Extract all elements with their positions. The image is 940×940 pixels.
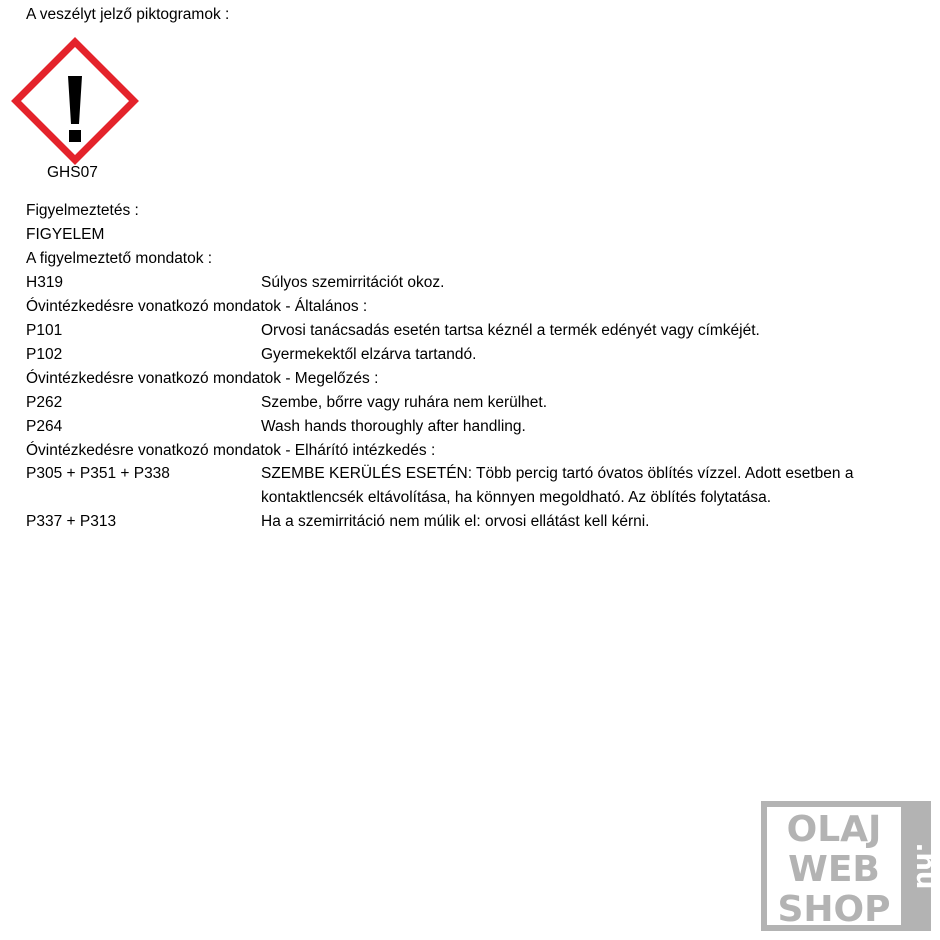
page-heading: A veszélyt jelző piktogramok :	[26, 6, 230, 23]
prevention-heading: Óvintézkedésre vonatkozó mondatok - Megelőzés :	[26, 370, 379, 387]
statement-code: P305 + P351 + P338	[26, 465, 170, 482]
statement-code: P337 + P313	[26, 513, 117, 530]
pictogram-label: GHS07	[47, 164, 98, 181]
statement-code: P264	[26, 418, 63, 435]
response-heading: Óvintézkedésre vonatkozó mondatok - Elhárító intézkedés :	[26, 442, 436, 459]
statement-code: P262	[26, 394, 63, 411]
exclamation-mark-diamond-icon	[12, 38, 138, 164]
statement-code: P102	[26, 346, 63, 363]
statement-code: P101	[26, 322, 63, 339]
olajwebshop-logo	[761, 801, 940, 931]
statement-text: Orvosi tanácsadás esetén tartsa kéznél a termék edényét vagy címkéjét.	[261, 322, 760, 339]
statement-text: Gyermekektől elzárva tartandó.	[261, 346, 477, 363]
statement-text: Súlyos szemirritációt okoz.	[261, 274, 445, 291]
watermark-line: OLAJ	[786, 809, 882, 850]
warning-label: Figyelmeztetés :	[26, 202, 139, 219]
statement-text: SZEMBE KERÜLÉS ESETÉN: Több percig tartó óvatos öblítés vízzel. Adott esetben a	[261, 465, 854, 482]
watermark-domain: .hu	[910, 842, 940, 890]
statement-text: Szembe, bőrre vagy ruhára nem kerülhet.	[261, 394, 548, 411]
statement-code: H319	[26, 274, 64, 291]
watermark-line: WEB	[788, 849, 880, 890]
signal-word: FIGYELEM	[26, 226, 105, 243]
hazard-heading: A figyelmeztető mondatok :	[26, 250, 213, 267]
statement-text-continued: kontaktlencsék eltávolítása, ha könnyen megoldható. Az öblítés folytatása.	[261, 489, 772, 506]
statement-text: Ha a szemirritáció nem múlik el: orvosi ellátást kell kérni.	[261, 513, 650, 530]
general-heading: Óvintézkedésre vonatkozó mondatok - Általános :	[26, 298, 368, 315]
watermark-line: SHOP	[777, 889, 891, 930]
statement-text: Wash hands thoroughly after handling.	[261, 418, 526, 435]
